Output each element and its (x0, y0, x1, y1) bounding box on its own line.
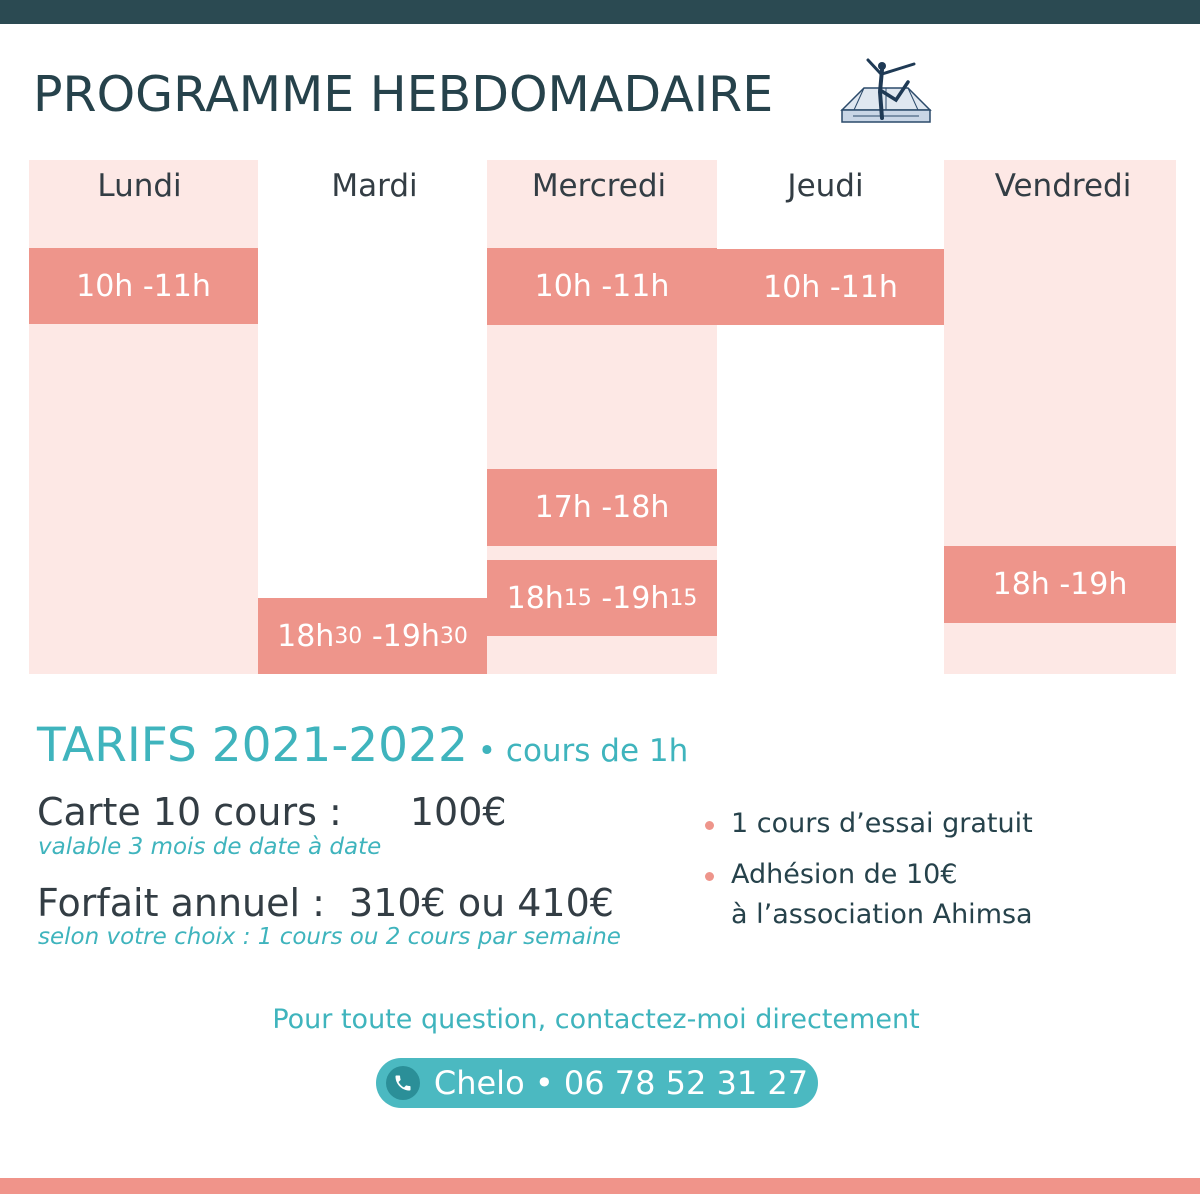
carte-label: Carte 10 cours : (37, 790, 342, 834)
page-title: PROGRAMME HEBDOMADAIRE (33, 66, 774, 123)
day-label-vendredi: Vendredi (994, 168, 1132, 204)
day-label-mardi: Mardi (331, 168, 418, 204)
phone-label: Chelo • 06 78 52 31 27 (433, 1064, 809, 1102)
slot-mercredi-3 (487, 560, 717, 636)
forfait-price-line (37, 881, 614, 925)
slot-start: 18h (277, 618, 335, 654)
carte-price: 100€ (409, 790, 507, 834)
slot-start-minutes: 15 (563, 585, 592, 611)
column-lundi (29, 160, 258, 674)
phone-button[interactable] (376, 1058, 818, 1108)
slot-start: 18h (506, 580, 564, 616)
forfait-label: Forfait annuel : (37, 881, 325, 925)
bullet-adhesion-line2: à l’association Ahimsa (731, 899, 1033, 930)
tarifs-subtitle: • cours de 1h (467, 733, 689, 769)
forfait-price: 310€ ou 410€ (349, 881, 614, 925)
slot-end-minutes: 15 (669, 585, 698, 611)
slot-mercredi-2: 17h -18h (487, 469, 717, 546)
bullet-adhesion: Adhésion de 10€ (731, 859, 958, 890)
yoga-dancer-logo (838, 52, 934, 126)
day-label-jeudi: Jeudi (787, 168, 864, 204)
slot-end-minutes: 30 (439, 623, 468, 649)
slot-vendredi-1: 18h -19h (944, 546, 1176, 623)
tarifs-title: TARIFS 2021-2022 (37, 718, 468, 773)
bullet-essai: 1 cours d’essai gratuit (731, 808, 1033, 839)
carte-note: valable 3 mois de date à date (38, 834, 382, 860)
forfait-note: selon votre choix : 1 cours ou 2 cours par semaine (38, 924, 621, 950)
slot-start-minutes: 30 (334, 623, 363, 649)
column-mardi (258, 160, 487, 674)
bullet-dot (705, 821, 714, 830)
day-label-mercredi: Mercredi (531, 168, 667, 204)
day-label-lundi: Lundi (97, 168, 182, 204)
slot-mardi-1 (258, 598, 487, 674)
top-bar (0, 0, 1200, 24)
bottom-bar (0, 1178, 1200, 1194)
slot-mercredi-1: 10h -11h (487, 248, 717, 325)
contact-text: Pour toute question, contactez-moi directement (272, 1004, 920, 1035)
slot-end: -19h (591, 580, 670, 616)
phone-icon (386, 1066, 420, 1100)
slot-jeudi-1: 10h -11h (717, 249, 944, 325)
bullet-dot (705, 872, 714, 881)
slot-lundi-1: 10h -11h (29, 248, 258, 324)
slot-end: -19h (362, 618, 440, 654)
carte-price-line (37, 790, 507, 834)
tarifs-heading (37, 718, 688, 773)
column-jeudi (717, 160, 944, 674)
